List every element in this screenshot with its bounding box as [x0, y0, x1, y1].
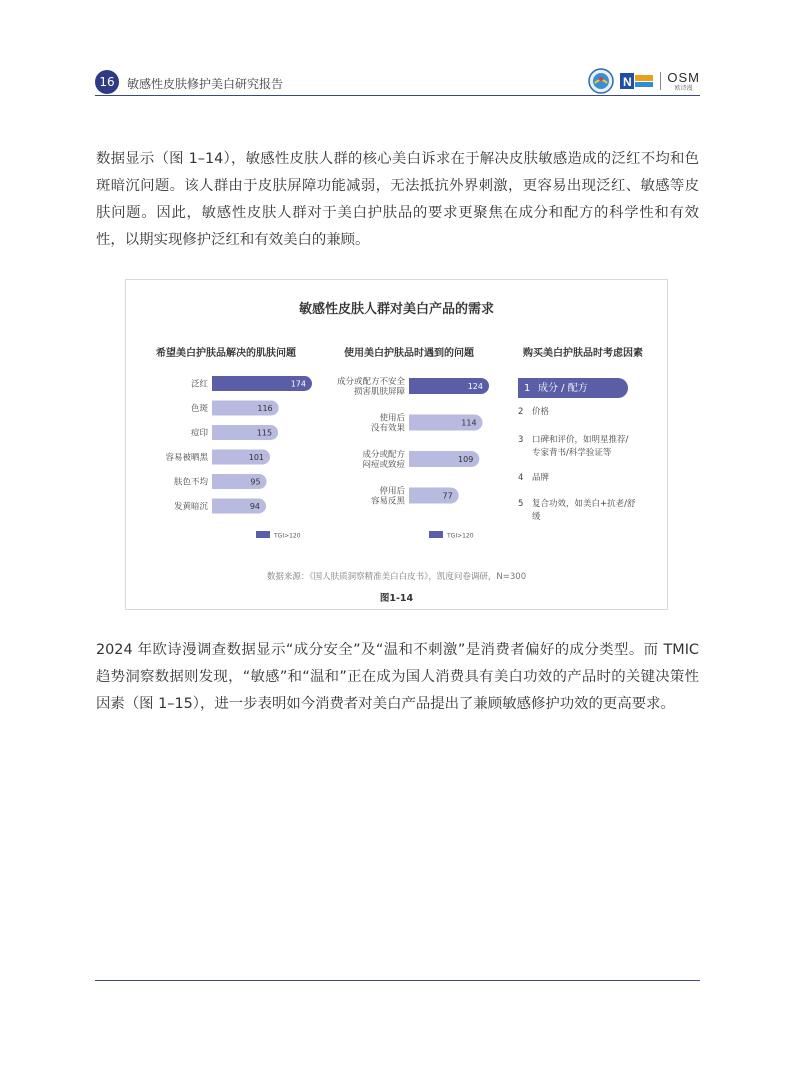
factor-number: 5 — [518, 499, 524, 509]
chart2-category-label: 容易反黑 — [370, 496, 405, 507]
factors-heading: 购买美白护肤品时考虑因素 — [523, 348, 643, 359]
chart1-value-label: 95 — [250, 477, 261, 487]
factor-text: 复合功效，如美白+抗老/舒缓 — [532, 499, 636, 522]
chart1-value-label: 115 — [256, 428, 273, 438]
footer-rule — [95, 980, 700, 981]
chart2-value-label: 124 — [467, 382, 483, 391]
chart1-legend-swatch — [256, 531, 270, 538]
chart2-category-label: 停用后 — [379, 486, 405, 497]
chart2-category-label: 闷痘或致痘 — [362, 460, 405, 470]
media-logo-icon — [620, 71, 654, 91]
chart2-category-label: 没有效果 — [370, 423, 405, 434]
association-seal-icon — [588, 68, 614, 94]
osm-logo-subtext: 欧诗漫 — [674, 84, 693, 92]
chart2-category-label: 成分或配方不安全 — [336, 377, 405, 387]
logo-group — [588, 66, 700, 96]
chart1-category-label: 色斑 — [190, 404, 208, 414]
factor-number: 3 — [518, 435, 524, 445]
chart1-category-label: 肤色不均 — [173, 477, 208, 488]
chart1-category-label: 容易被晒黑 — [165, 453, 208, 463]
body-paragraph-1: 数据显示（图 1–14），敏感性皮肤人群的核心美白诉求在于解决皮肤敏感造成的泛红不均和色斑暗沉问题。该人群由于皮肤屏障功能减弱，无法抵抗外界刺激，更容易出现泛红、敏感等皮肤问题。因此，敏感性皮肤人群对于美白护肤品的要求更聚焦在成分和配方的科学性和有效性，以期实现修护泛红和有效美白的兼顾。 — [96, 151, 699, 248]
factor-text: 价格 — [532, 407, 550, 417]
factor-text: 成分 / 配方 — [538, 382, 588, 394]
chart1-category-label: 发黄暗沉 — [173, 502, 208, 512]
page-number: 16 — [95, 70, 119, 94]
chart1-category-label: 泛红 — [190, 379, 208, 390]
svg-text:N: N — [623, 75, 633, 89]
chart1-value-label: 174 — [290, 379, 306, 389]
chart1-heading: 希望美白护肤品解决的肌肤问题 — [156, 348, 296, 359]
factor-item — [518, 498, 636, 524]
figure-1-14 — [125, 279, 668, 610]
chart2-legend-label: TGI>120 — [447, 532, 474, 540]
chart2-category-label: 成分或配方 — [362, 450, 405, 460]
chart2-value-label: 77 — [442, 491, 453, 501]
osm-logo — [667, 71, 700, 92]
chart2-category-label: 损害肌肤屏障 — [353, 387, 405, 397]
chart1-value-label: 94 — [249, 502, 261, 511]
chart2-value-label: 109 — [458, 455, 474, 464]
factor-item — [518, 472, 636, 485]
factor-text: 品牌 — [532, 473, 550, 483]
header-rule — [95, 95, 700, 96]
factor-item — [518, 406, 636, 419]
chart1-value-label: 116 — [257, 404, 273, 413]
body-paragraph-2: 2024 年欧诗漫调查数据显示“成分安全”及“温和不刺激”是消费者偏好的成分类型。而 TMIC 趋势洞察数据则发现，“敏感”和“温和”正在成为国人消费具有美白功效的产品时的关键决策性因素（图 1–15），进一步表明如今消费者对美白产品提出了兼顾敏感修护功效的更高要求。 — [96, 642, 699, 712]
factor-number: 1 — [524, 382, 531, 394]
osm-logo-text: OSM — [667, 69, 700, 85]
figure-caption: 图1-14 — [379, 593, 414, 604]
chart1-value-label: 101 — [248, 453, 265, 462]
page-header — [95, 66, 700, 98]
factor-text: 口碑和评价，如明星推荐/专家背书/科学验证等 — [532, 435, 629, 458]
chart1-legend-label: TGI>120 — [274, 532, 301, 540]
chart2-legend-swatch — [429, 531, 443, 538]
chart1-category-label: 痘印 — [190, 428, 208, 439]
factor-number: 4 — [518, 473, 524, 483]
factor-item — [518, 434, 636, 460]
factor-number: 2 — [518, 407, 524, 417]
figure-source: 数据来源：《国人肤质洞察精准美白白皮书》，凯度问卷调研，N=300 — [266, 572, 527, 582]
factor-item — [518, 378, 628, 398]
logo-separator — [660, 72, 661, 90]
figure-title: 敏感性皮肤人群对美白产品的需求 — [298, 302, 494, 317]
chart2-category-label: 使用后 — [379, 413, 405, 424]
running-title: 敏感性皮肤修护美白研究报告 — [127, 77, 284, 91]
chart2-value-label: 114 — [461, 418, 477, 428]
chart2-heading: 使用美白护肤品时遇到的问题 — [344, 348, 474, 359]
